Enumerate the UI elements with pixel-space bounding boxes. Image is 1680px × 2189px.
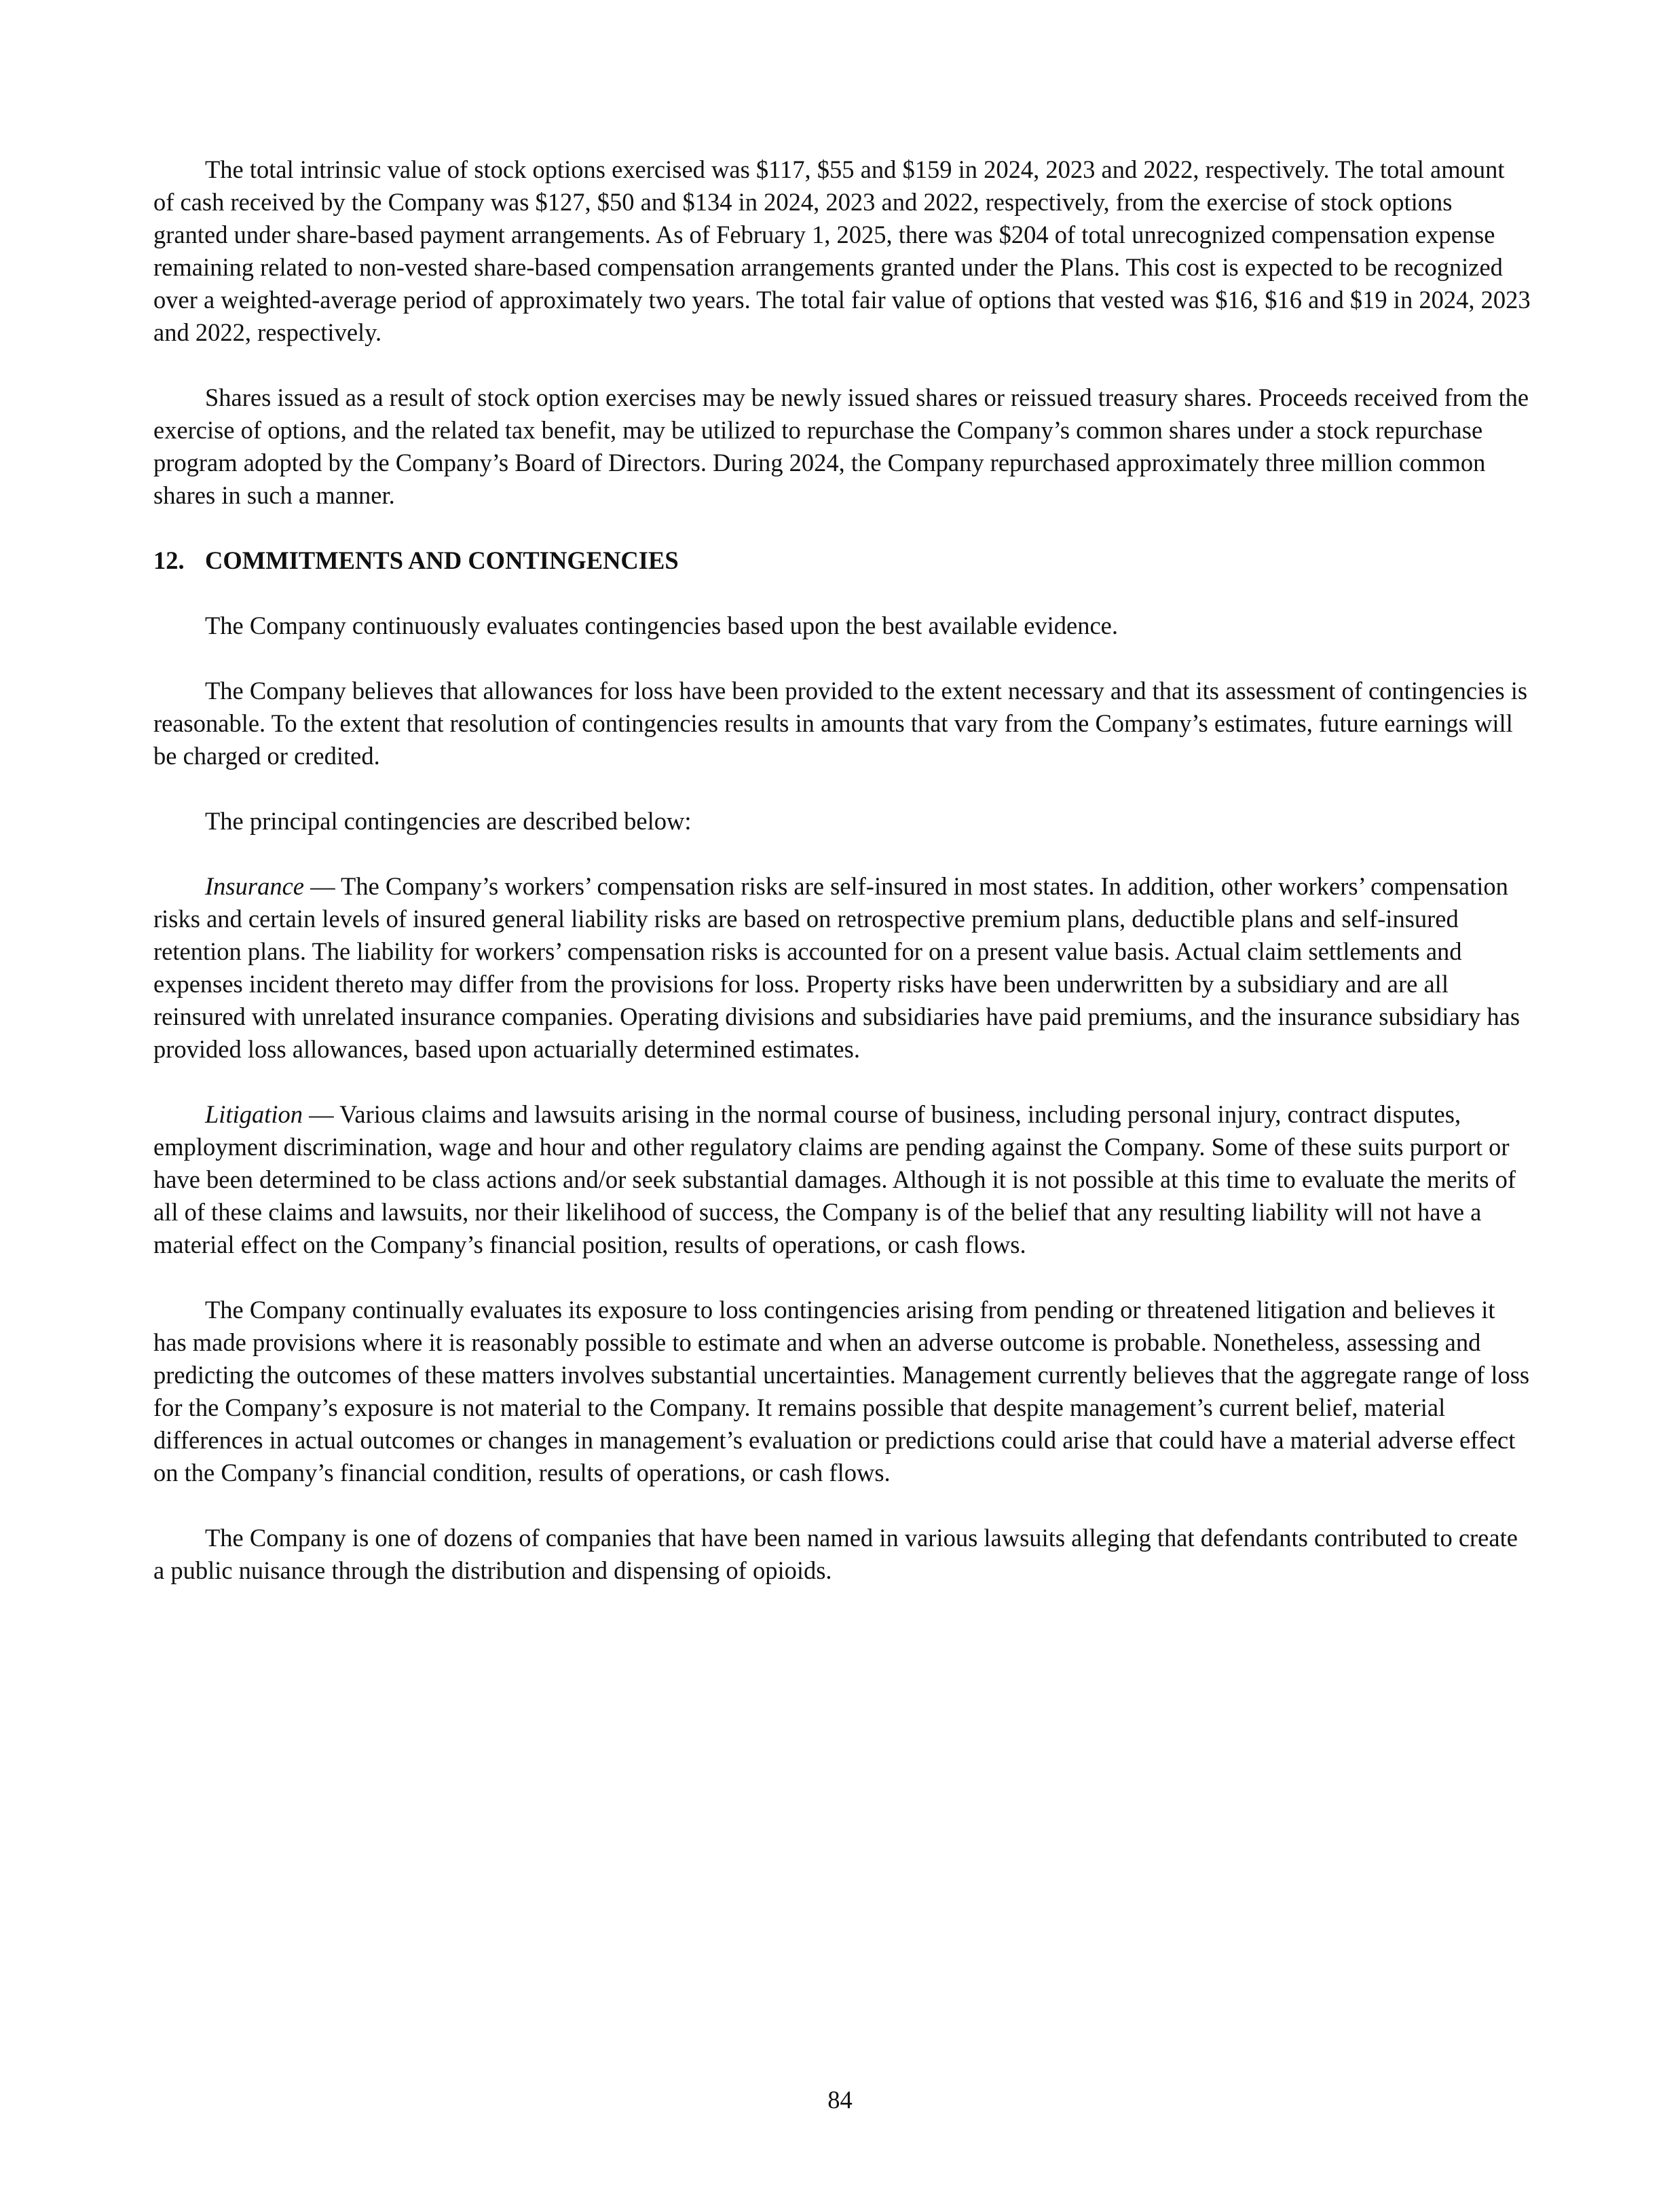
insurance-text: — The Company’s workers’ compensation risks are self-insured in most states. In addition, other workers’ compensation risks and certain levels of insured general liability risks are based on retrospective premium plans, deductible plans and self-insured retention plans. The liability for workers’ compensation risks is accounted for on a present value basis. Actual claim settlements and expenses incident thereto may differ from the provisions for loss. Property risks have been underwritten by a subsidiary and are all reinsured with unrelated insurance companies. Operating divisions and subsidiaries have paid premiums, and the insurance subsidiary has provided loss allowances, based upon actuarially determined estimates. xyxy=(153,872,1520,1063)
paragraph-principal-contingencies: The principal contingencies are described below: xyxy=(205,807,692,835)
paragraph-evaluates-contingencies: The Company continuously evaluates contingencies based upon the best available evidence. xyxy=(205,612,1119,639)
section-heading xyxy=(153,544,1531,577)
paragraph-stock-option-values: The total intrinsic value of stock options exercised was $117, $55 and $159 in 2024, 2023 and 2022, respectively. The total amount of cash received by the Company was $127, $50 and $134 in 2024, 2023 and 2022, respectively, from the exercise of stock options granted under share-based payment arrangements. As of February 1, 2025, there was $204 of total unrecognized compensation expense remaining related to non-vested share-based compensation arrangements granted under the Plans. This cost is expected to be recognized over a weighted-average period of approximately two years. The total fair value of options that vested was $16, $16 and $19 in 2024, 2023 and 2022, respectively. xyxy=(153,155,1531,346)
section-title: COMMITMENTS AND CONTINGENCIES xyxy=(205,546,679,574)
paragraph-allowances-for-loss: The Company believes that allowances for loss have been provided to the extent necessary and that its assessment of contingencies is reasonable. To the extent that resolution of contingencies results in amounts that vary from the Company’s estimates, future earnings will be charged or credited. xyxy=(153,677,1528,770)
page-number: 84 xyxy=(827,2086,853,2114)
paragraph-share-issuance: Shares issued as a result of stock option exercises may be newly issued shares or reissued treasury shares. Proceeds received from the exercise of options, and the related tax benefit, may be utilized to repurchase the Company’s common shares under a stock repurchase program adopted by the Company’s Board of Directors. During 2024, the Company repurchased approximately three million common shares in such a manner. xyxy=(153,383,1529,509)
paragraph-litigation xyxy=(153,1098,1531,1261)
paragraph-opioid-lawsuits: The Company is one of dozens of companies that have been named in various lawsuits alleging that defendants contributed to create a public nuisance through the distribution and dispensing of opioids. xyxy=(153,1524,1518,1584)
litigation-label: Litigation xyxy=(205,1100,303,1128)
insurance-label: Insurance xyxy=(205,872,304,900)
paragraph-insurance xyxy=(153,870,1531,1066)
section-number: 12. xyxy=(153,546,185,574)
litigation-text: — Various claims and lawsuits arising in the normal course of business, including personal injury, contract disputes, employment discrimination, wage and hour and other regulatory claims are pending against the Company. Some of these suits purport or have been determined to be class actions and/or seek substantial damages. Although it is not possible at this time to evaluate the merits of all of these claims and lawsuits, nor their likelihood of success, the Company is of the belief that any resulting liability will not have a material effect on the Company’s financial position, results of operations, or cash flows. xyxy=(153,1100,1516,1258)
document-body xyxy=(153,153,1531,1620)
paragraph-loss-contingencies: The Company continually evaluates its exposure to loss contingencies arising from pending or threatened litigation and believes it has made provisions where it is reasonably possible to estimate and when an adverse outcome is probable. Nonetheless, assessing and predicting the outcomes of these matters involves substantial uncertainties. Management currently believes that the aggregate range of loss for the Company’s exposure is not material to the Company. It remains possible that despite management’s current belief, material differences in actual outcomes or changes in management’s evaluation or predictions could arise that could have a material adverse effect on the Company’s financial condition, results of operations, or cash flows. xyxy=(153,1296,1530,1486)
